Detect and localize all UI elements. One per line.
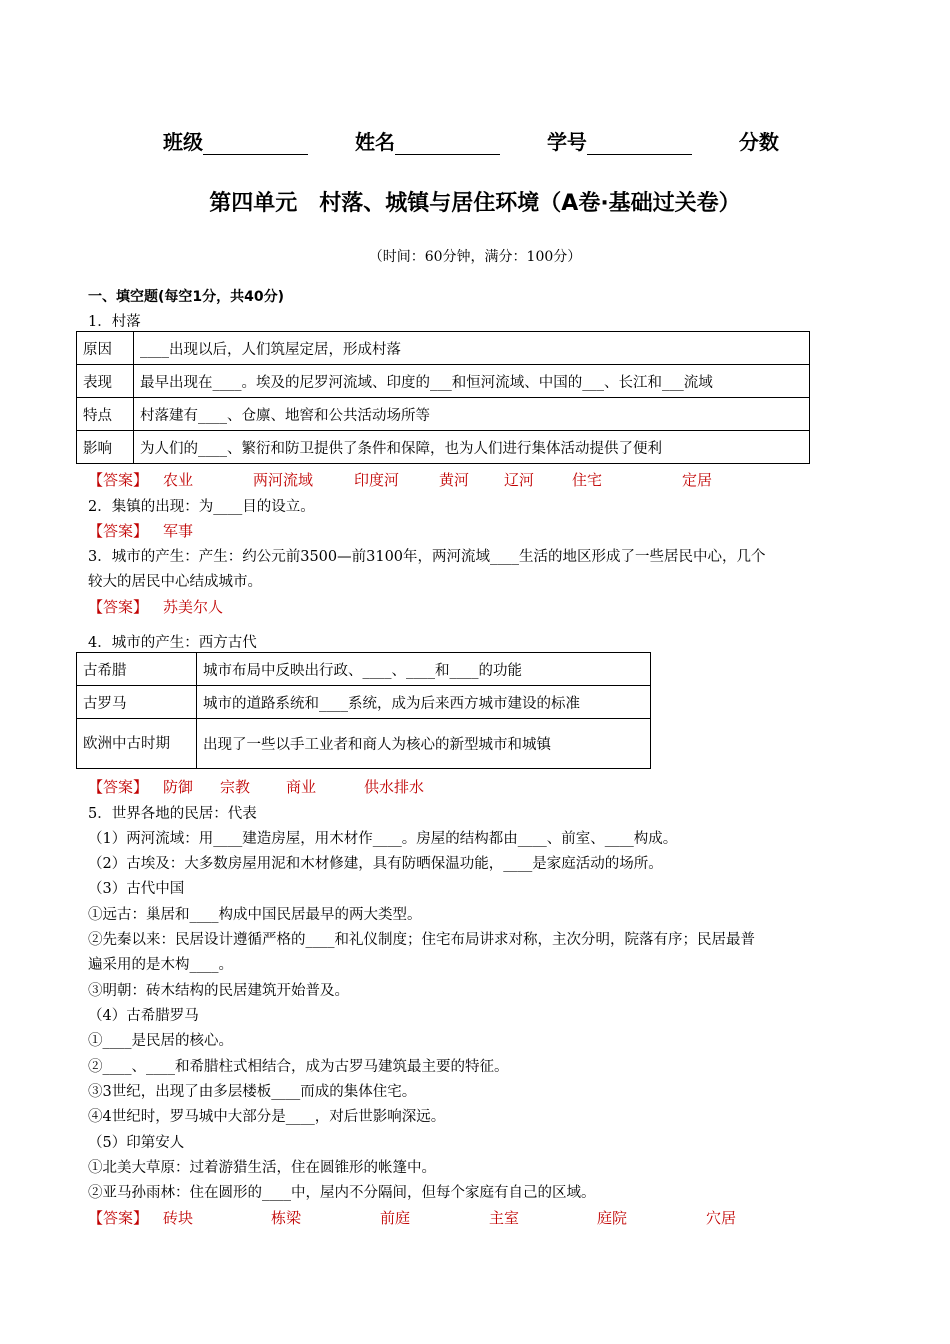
- q3-line1: 3．城市的产生：产生：约公元前3500—前3100年，两河流域____生活的地区形成了一些居民中心，几个: [88, 549, 766, 565]
- q5-answer: 【答案】 砖块 栋梁 前庭 主室 庭院 穴居: [88, 1209, 737, 1227]
- table-row: [77, 686, 651, 719]
- row-key: 表现: [77, 365, 134, 398]
- q5-line: ②____、____和希腊柱式相结合，成为古罗马建筑最主要的特征。: [88, 1059, 509, 1075]
- q1-answer: 【答案】 农业 两河流域 印度河 黄河 辽河 住宅 定居: [88, 471, 713, 489]
- q5-line: ①____是民居的核心。: [88, 1033, 233, 1049]
- row-value: 城市的道路系统和____系统，成为后来西方城市建设的标准: [197, 686, 651, 719]
- name-field: 姓名: [355, 126, 500, 155]
- q5-line: （1）两河流域：用____建造房屋，用木材作____。房屋的结构都由____、前室、____构成。: [88, 831, 678, 847]
- table-row: [77, 365, 810, 398]
- table-row: [77, 431, 810, 464]
- row-key: 古希腊: [77, 653, 197, 686]
- q5-line: （3）古代中国: [88, 881, 185, 897]
- q5-line: ③3世纪，出现了由多层楼板____而成的集体住宅。: [88, 1084, 417, 1100]
- table-row: [77, 653, 651, 686]
- q4-table: [76, 652, 651, 769]
- q5-line: ④4世纪时，罗马城中大部分是____，对后世影响深远。: [88, 1109, 446, 1125]
- q2-text: 2．集镇的出现：为____目的设立。: [88, 499, 315, 515]
- q5-line: ②先秦以来：民居设计遵循严格的____和礼仪制度；住宅布局讲求对称，主次分明，院落有序；民居最普: [88, 932, 755, 948]
- q5-line: （5）印第安人: [88, 1135, 185, 1151]
- q5-line: ①远古：巢居和____构成中国民居最早的两大类型。: [88, 907, 422, 923]
- q5-line: ①北美大草原：过着游猎生活，住在圆锥形的帐篷中。: [88, 1160, 436, 1176]
- id-blank[interactable]: [587, 134, 692, 155]
- q5-line: （4）古希腊罗马: [88, 1008, 199, 1024]
- q3-line2: 较大的居民中心结成城市。: [88, 574, 262, 590]
- table-row: [77, 398, 810, 431]
- page-title: 第四单元 村落、城镇与居住环境（A卷·基础过关卷）: [209, 191, 741, 216]
- q5-line: ③明朝：砖木结构的民居建筑开始普及。: [88, 983, 349, 999]
- q2-answer: 【答案】 军事: [88, 522, 194, 540]
- name-blank[interactable]: [395, 134, 500, 155]
- section-heading: 一、填空题(每空1分，共40分): [88, 289, 285, 305]
- q1-table: [76, 331, 810, 464]
- q4-label: 4．城市的产生：西方古代: [88, 635, 257, 651]
- q5-line: （2）古埃及：大多数房屋用泥和木材修建，具有防晒保温功能，____是家庭活动的场所。: [88, 856, 663, 872]
- row-key: 古罗马: [77, 686, 197, 719]
- row-key: 影响: [77, 431, 134, 464]
- id-field: 学号: [547, 126, 692, 155]
- q1-label: 1．村落: [88, 314, 141, 330]
- row-value: 为人们的____、繁衍和防卫提供了条件和保障，也为人们进行集体活动提供了便利: [134, 431, 810, 464]
- row-value: ____出现以后，人们筑屋定居，形成村落: [134, 332, 810, 365]
- q3-answer: 【答案】 苏美尔人: [88, 598, 224, 616]
- class-field: 班级: [163, 126, 308, 155]
- row-value: 出现了一些以手工业者和商人为核心的新型城市和城镇: [197, 719, 651, 769]
- table-row: [77, 719, 651, 769]
- row-key: 特点: [77, 398, 134, 431]
- exam-meta: （时间：60分钟，满分：100分）: [368, 249, 582, 265]
- table-row: [77, 332, 810, 365]
- q4-answer: 【答案】 防御 宗教 商业 供水排水: [88, 778, 425, 796]
- row-value: 城市布局中反映出行政、____、____和____的功能: [197, 653, 651, 686]
- header-fields: [163, 126, 819, 155]
- class-blank[interactable]: [203, 134, 308, 155]
- row-value: 最早出现在____。埃及的尼罗河流域、印度的___和恒河流域、中国的___、长江和___流域: [134, 365, 810, 398]
- q5-line: 遍采用的是木构____。: [88, 957, 233, 973]
- row-value: 村落建有____、仓廪、地窖和公共活动场所等: [134, 398, 810, 431]
- row-key: 原因: [77, 332, 134, 365]
- q5-line: 5．世界各地的民居：代表: [88, 806, 257, 822]
- q5-line: ②亚马孙雨林：住在圆形的____中，屋内不分隔间，但每个家庭有自己的区域。: [88, 1185, 596, 1201]
- score-field: 分数: [738, 130, 779, 154]
- row-key: 欧洲中古时期: [77, 719, 197, 769]
